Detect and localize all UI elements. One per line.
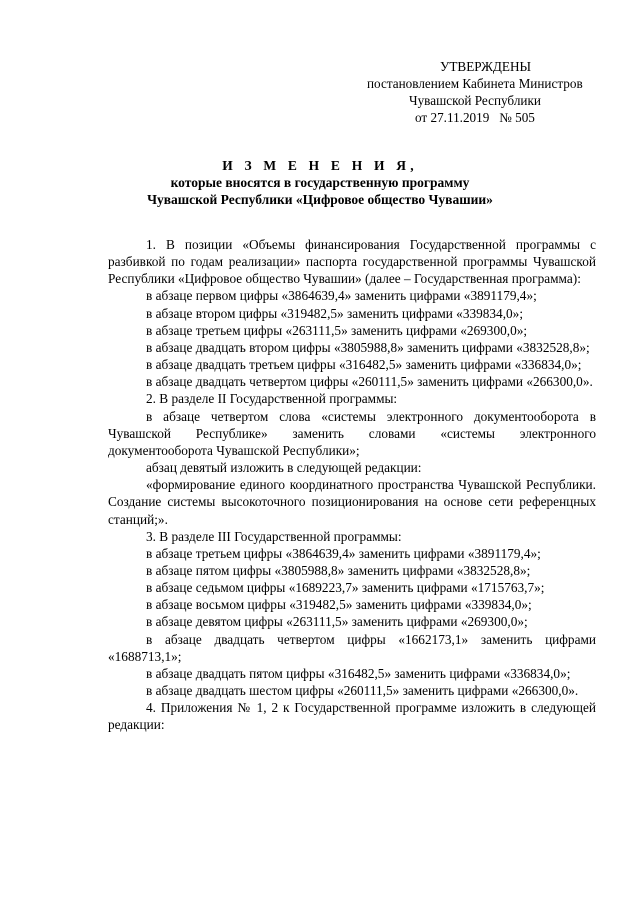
approval-title: УТВЕРЖДЕНЫ (440, 59, 532, 74)
paragraph: в абзаце втором цифры «319482,5» заменить цифрами «339834,0»; (146, 305, 524, 321)
paragraph: 1. В позиции «Объемы финансирования Государственной программы с разбивкой по годам реализации» паспорта государственной программы Чувашской Республики «Цифровое общество Чувашии» (далее – Государственная программа): (108, 237, 596, 287)
paragraph: 3. В разделе III Государственной программы: (146, 528, 402, 544)
paragraph: в абзаце двадцать четвертом цифры «260111,5» заменить цифрами «266300,0». (146, 374, 593, 390)
paragraph: в абзаце двадцать пятом цифры «316482,5» заменить цифрами «336834,0»; (146, 665, 571, 681)
approval-line: Чувашской Республики (409, 93, 541, 108)
heading-subtitle: Чувашской Республики «Цифровое общество Чувашии» (147, 192, 493, 207)
paragraph: в абзаце девятом цифры «263111,5» заменить цифрами «269300,0»; (146, 614, 528, 630)
heading-title: И З М Е Н Е Н И Я, (222, 158, 418, 173)
paragraph: 2. В разделе II Государственной программы: (146, 391, 398, 407)
paragraph: в абзаце четвертом слова «системы электронного документооборота в Чувашской Республике» заменить словами «системы электронного документооборота Чувашской Республики»; (108, 408, 596, 458)
paragraph: в абзаце двадцать шестом цифры «260111,5» заменить цифрами «266300,0». (146, 683, 579, 699)
paragraph: в абзаце третьем цифры «263111,5» заменить цифрами «269300,0»; (146, 322, 528, 338)
paragraph: в абзаце восьмом цифры «319482,5» заменить цифрами «339834,0»; (146, 597, 532, 613)
approval-block (360, 58, 610, 126)
paragraph: в абзаце пятом цифры «3805988,8» заменить цифрами «3832528,8»; (146, 562, 531, 578)
paragraph: в абзаце третьем цифры «3864639,4» заменить цифрами «3891179,4»; (146, 545, 541, 561)
paragraph: в абзаце двадцать втором цифры «3805988,8» заменить цифрами «3832528,8»; (146, 339, 590, 355)
paragraph: в абзаце двадцать третьем цифры «316482,5» заменить цифрами «336834,0»; (146, 357, 582, 373)
paragraph: 4. Приложения № 1, 2 к Государственной программе изложить в следующей редакции: (108, 700, 596, 733)
heading-subtitle: которые вносятся в государственную программу (170, 175, 470, 190)
document-body (108, 236, 596, 734)
approval-line: постановлением Кабинета Министров (367, 76, 583, 91)
paragraph: в абзаце седьмом цифры «1689223,7» заменить цифрами «1715763,7»; (146, 580, 545, 596)
approval-date-number: от 27.11.2019 № 505 (415, 110, 535, 125)
document-heading (90, 157, 550, 208)
paragraph: в абзаце двадцать четвертом цифры «1662173,1» заменить цифрами «1688713,1»; (108, 631, 596, 664)
paragraph: «формирование единого координатного пространства Чувашской Республики. Создание системы высокоточного позиционирования на основе сети референцных станций;». (108, 477, 596, 527)
paragraph: в абзаце первом цифры «3864639,4» заменить цифрами «3891179,4»; (146, 288, 537, 304)
paragraph: абзац девятый изложить в следующей редакции: (146, 460, 422, 476)
